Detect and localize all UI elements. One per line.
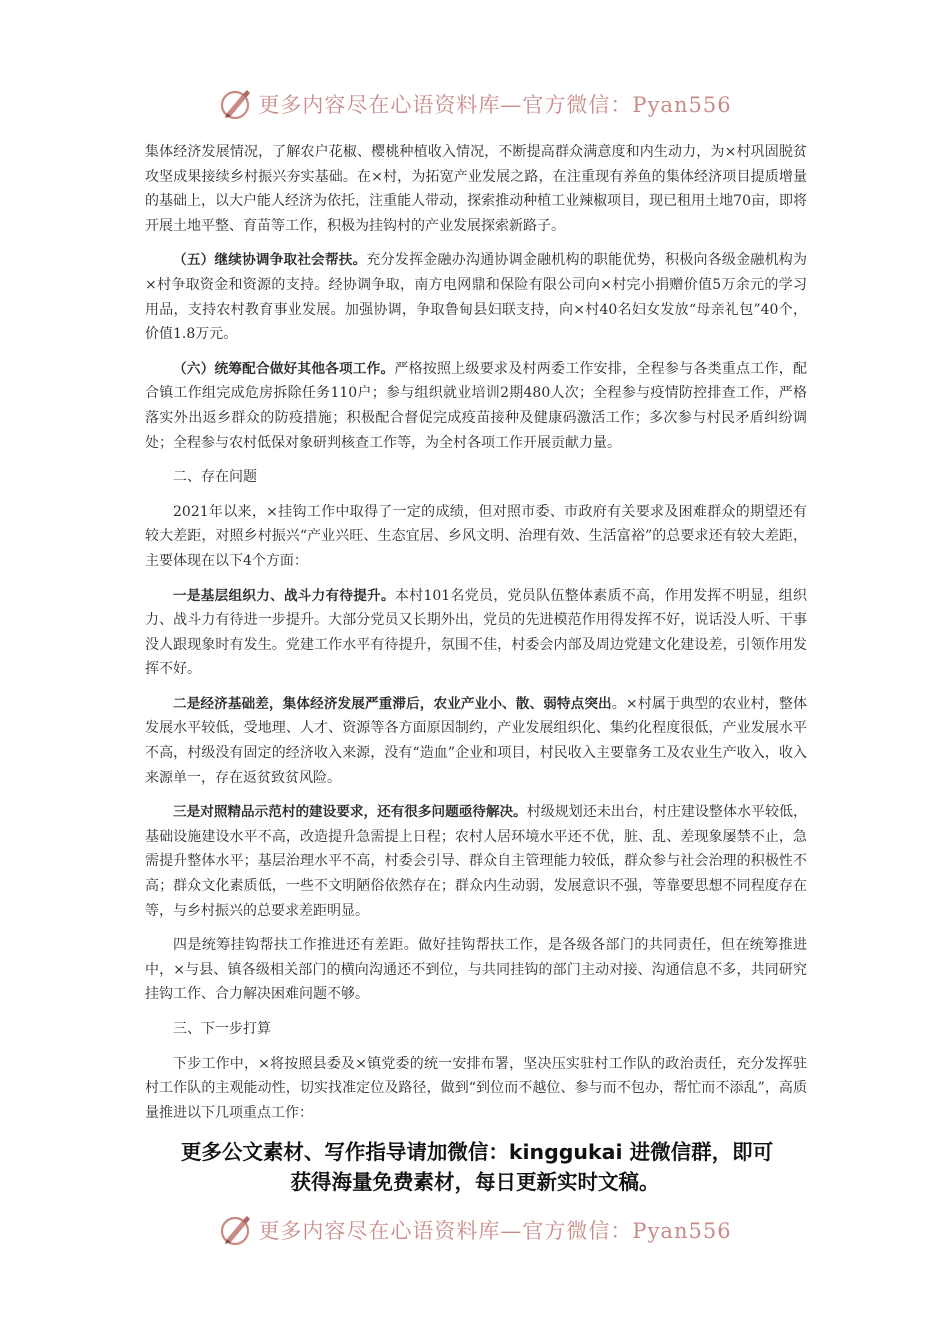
paragraph-text: 村级规划还未出台，村庄建设整体水平较低，基础设施建设水平不高，改造提升急需提上日程；农村人居环境水平还不优，脏、乱、差现象屡禁不止，急需提升整体水平；基层治理水平不高，村委会引导、群众自主管理能力较低，群众参与社会治理的积极性不高；群众文化素质低，一些不文明陋俗依然存在；群众内生动弱，发展意识不强，等靠要思想不同程度存在等，与乡村振兴的总要求差距明显。 — [145, 804, 808, 919]
pen-logo-icon — [218, 86, 254, 122]
paragraph-text: 集体经济发展情况，了解农户花椒、樱桃种植收入情况，不断提高群众满意度和内生动力，为×村巩固脱贫攻坚成果接续乡村振兴夯实基础。在×村，为拓宽产业发展之路，在注重现有养鱼的集体经济项目提质增量的基础上，以大户能人经济为依托，注重能人带动，探索推动种植工业辣椒项目，现已租用土地70亩，即将开展土地平整、育苗等工作，积极为挂钩村的产业发展探索新路子。 — [145, 144, 807, 234]
paragraph-next-steps — [145, 1052, 807, 1126]
section-heading-next-steps — [145, 1017, 807, 1042]
paragraph-problem-4 — [145, 933, 807, 1007]
paragraph-problem-3 — [145, 800, 807, 923]
paragraph-text: 本村101名党员，党员队伍整体素质不高，作用发挥不明显，组织力、战斗力有待进一步提升。大部分党员又长期外出，党员的先进模范作用得发挥不好，说话没人听、干事没人跟现象时有发生。党建工作水平有待提升，氛围不佳，村委会内部及周边党建文化建设差，引领作用发挥不好。 — [145, 587, 807, 678]
paragraph-problems-intro — [145, 500, 807, 574]
section-heading-problems — [145, 465, 807, 490]
promo-notice — [0, 1137, 950, 1197]
paragraph-text: 2021年以来，×挂钩工作中取得了一定的成绩，但对照市委、市政府有关要求及困难群众的期望还有较大差距，对照乡村振兴“产业兴旺、生态宜居、乡风文明、治理有效、生活富裕”的总要求还有较大差距，主要体现在以下4个方面： — [145, 503, 807, 569]
paragraph-problem-1 — [145, 584, 807, 682]
header-banner — [0, 82, 950, 126]
paragraph-text: 严格按照上级要求及村两委工作安排，全程参与各类重点工作，配合镇工作组完成危房拆除任务110户；参与组织就业培训2期480人次；全程参与疫情防控排查工作，严格落实外出返乡群众的防疫措施；积极配合督促完成疫苗接种及健康码激活工作；多次参与村民矛盾纠纷调处；全程参与农村低保对象研判核查工作等，为全村各项工作开展贡献力量。 — [145, 360, 808, 451]
paragraph-other-work — [145, 357, 807, 455]
pen-logo-icon — [218, 1212, 254, 1248]
paragraph-economy — [145, 140, 807, 238]
promo-line-2: 获得海量免费素材，每日更新实时文稿。 — [290, 1170, 660, 1194]
paragraph-text: 下步工作中，×将按照县委及×镇党委的统一安排布署，坚决压实驻村工作队的政治责任，充分发挥驻村工作队的主观能动性，切实找准定位及路径，做到“到位而不越位、参与而不包办，帮忙而不添乱”，高质量推进以下几项重点工作： — [145, 1055, 807, 1121]
footer-banner-text: 更多内容尽在心语资料库—官方微信：Pyan556 — [258, 1219, 732, 1243]
paragraph-lead: （五）继续协调争取社会帮扶。 — [173, 252, 367, 269]
paragraph-lead: 二是经济基础差，集体经济发展严重滞后，农业产业小、散、弱特点突出 — [173, 695, 612, 712]
paragraph-text: 充分发挥金融办沟通协调金融机构的职能优势，积极向各级金融机构为×村争取资金和资源的支持。经协调争取，南方电网鼎和保险有限公司向×村完小捐赠价值5万余元的学习用品，支持农村教育事业发展。加强协调，争取鲁甸县妇联支持，向×村40名妇女发放“母亲礼包”40个，价值1.8万元。 — [145, 252, 808, 343]
promo-line-1: 更多公文素材、写作指导请加微信：kinggukai 进微信群，即可 — [180, 1140, 774, 1164]
footer-banner — [0, 1208, 950, 1252]
document-body — [145, 140, 807, 1135]
paragraph-lead: 一是基层组织力、战斗力有待提升。 — [173, 587, 395, 604]
paragraph-social-support — [145, 248, 807, 346]
heading-text: 二、存在问题 — [173, 469, 257, 486]
paragraph-lead: 三是对照精品示范村的建设要求，还有很多问题亟待解决。 — [173, 804, 527, 821]
paragraph-problem-2 — [145, 692, 807, 790]
heading-text: 三、下一步打算 — [173, 1021, 271, 1037]
paragraph-text: 。×村属于典型的农业村，整体发展水平较低，受地理、人才、资源等各方面原因制约，产业发展组织化、集约化程度很低，产业发展水平不高，村级没有固定的经济收入来源，没有“造血”企业和项目，村民收入主要靠务工及农业生产收入，收入来源单一，存在返贫致贫风险。 — [145, 695, 808, 786]
header-banner-text: 更多内容尽在心语资料库—官方微信：Pyan556 — [258, 93, 732, 117]
paragraph-lead: （六）统筹配合做好其他各项工作。 — [173, 360, 395, 377]
paragraph-text: 四是统筹挂钩帮扶工作推进还有差距。做好挂钩帮扶工作，是各级各部门的共同责任，但在统筹推进中，×与县、镇各级相关部门的横向沟通还不到位，与共同挂钩的部门主动对接、沟通信息不多，共同研究挂钩工作、合力解决困难问题不够。 — [145, 937, 807, 1003]
